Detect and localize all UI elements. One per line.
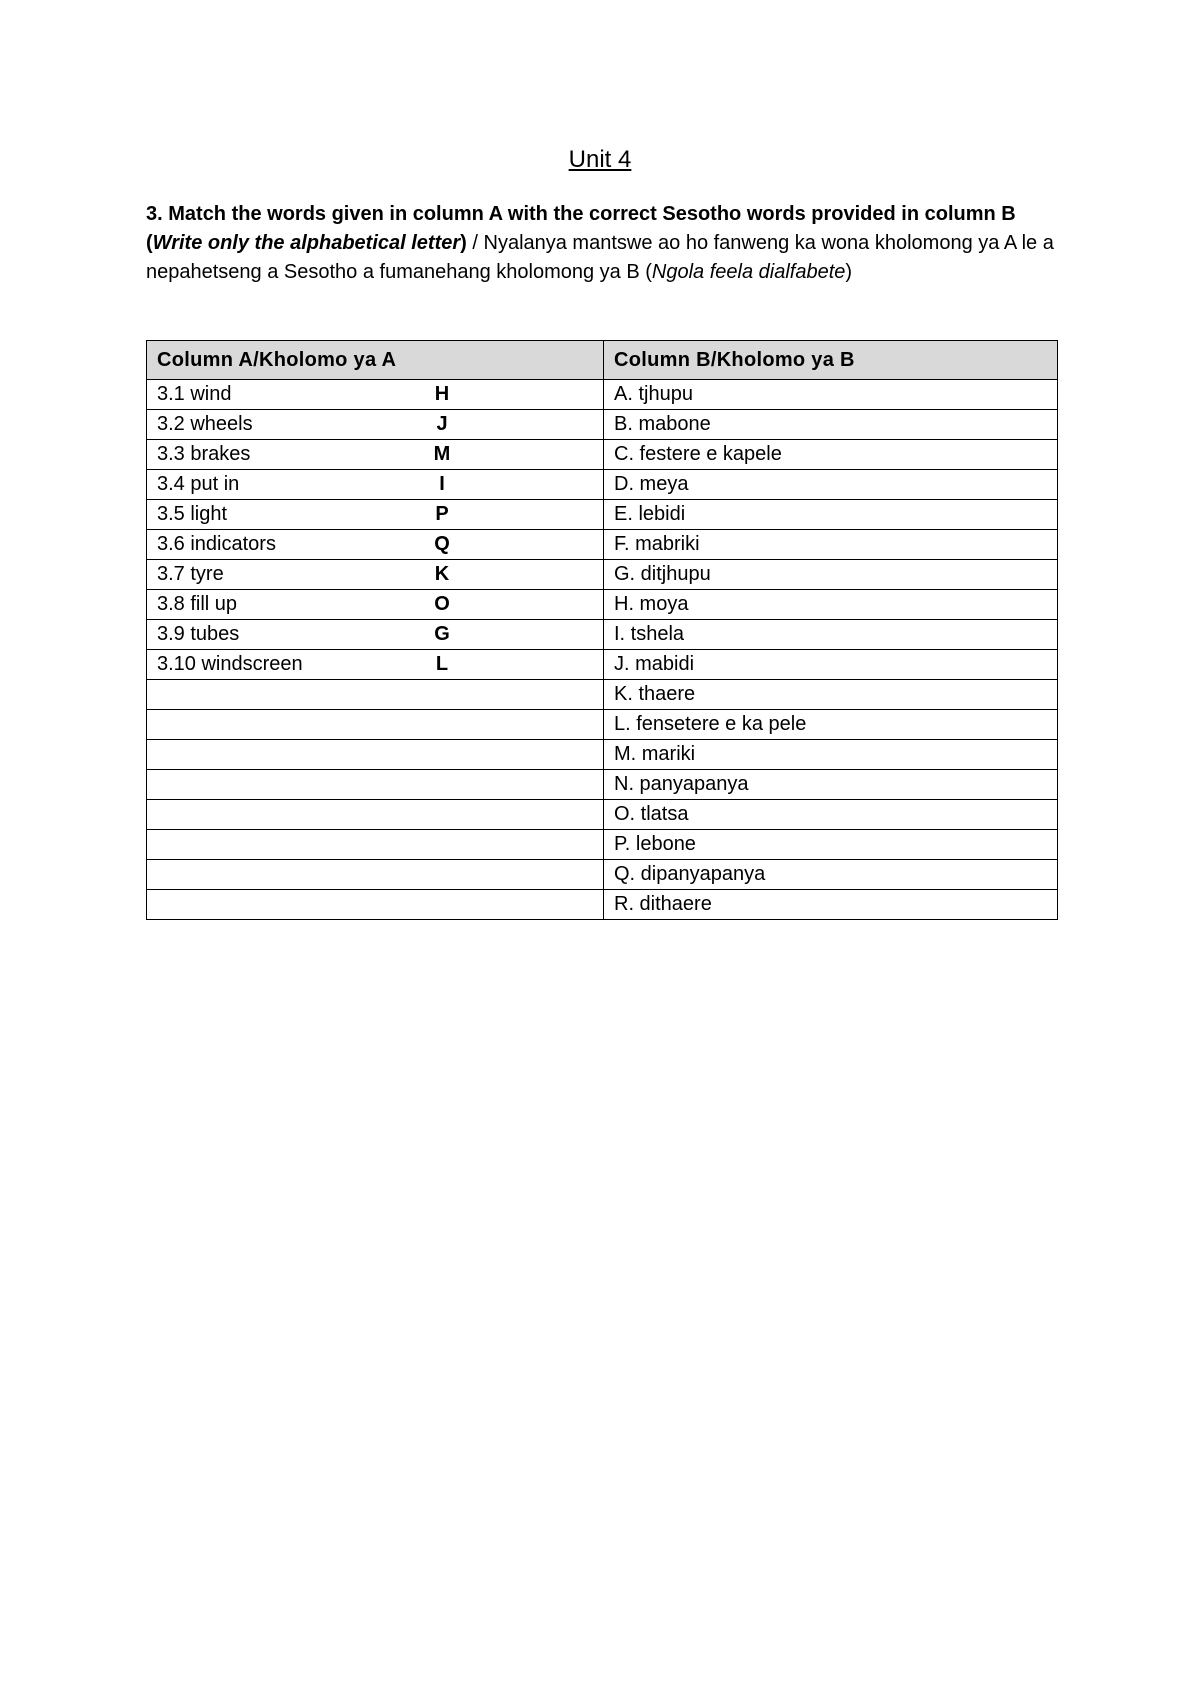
column-a-item: 3.5 light — [157, 503, 228, 525]
instruction-sesotho-close: ) — [845, 261, 853, 283]
column-b-item: K. thaere — [604, 680, 1058, 710]
table-row — [147, 410, 1058, 440]
instruction-sesotho: / Nyalanya mantswe ao ho fanweng ka wona kholomong ya A le a nepahetseng a Sesotho a fumanehang kholomong ya B ( — [146, 232, 1054, 283]
column-a-cell — [147, 380, 604, 410]
table-row — [147, 620, 1058, 650]
column-a-cell — [147, 590, 604, 620]
table-body — [147, 380, 1058, 920]
question-number: 3. — [146, 203, 163, 225]
column-b-item: L. fensetere e ka pele — [604, 710, 1058, 740]
column-a-answer: M — [433, 443, 451, 465]
table-row — [147, 650, 1058, 680]
column-a-cell — [147, 740, 604, 770]
matching-table — [146, 340, 1058, 920]
column-b-item: A. tjhupu — [604, 380, 1058, 410]
table-row — [147, 800, 1058, 830]
column-a-answer: H — [434, 383, 450, 405]
instruction-sesotho-note: Ngola feela dialfabete — [651, 261, 846, 283]
column-a-item: 3.3 brakes — [157, 443, 251, 465]
column-b-item: M. mariki — [604, 740, 1058, 770]
table-header-row — [147, 341, 1058, 380]
column-b-item: I. tshela — [604, 620, 1058, 650]
column-a-item: 3.9 tubes — [157, 623, 240, 645]
column-a-item: 3.8 fill up — [157, 593, 238, 615]
table-row — [147, 530, 1058, 560]
column-a-answer: P — [435, 503, 449, 525]
column-b-item: F. mabriki — [604, 530, 1058, 560]
instructions — [146, 200, 1066, 287]
column-b-item: H. moya — [604, 590, 1058, 620]
column-b-header: Column B/Kholomo ya B — [604, 341, 1058, 380]
column-a-item: 3.2 wheels — [157, 413, 253, 435]
column-a-cell — [147, 860, 604, 890]
table-row — [147, 440, 1058, 470]
column-a-answer: G — [434, 623, 450, 645]
column-b-item: B. mabone — [604, 410, 1058, 440]
column-b-item: G. ditjhupu — [604, 560, 1058, 590]
page-title: Unit 4 — [568, 146, 632, 173]
column-a-cell — [147, 560, 604, 590]
column-b-item: D. meya — [604, 470, 1058, 500]
column-a-cell — [147, 800, 604, 830]
column-b-item: O. tlatsa — [604, 800, 1058, 830]
column-a-cell — [147, 830, 604, 860]
column-a-answer: L — [435, 653, 449, 675]
column-a-item: 3.4 put in — [157, 473, 240, 495]
table-row — [147, 500, 1058, 530]
column-b-item: R. dithaere — [604, 890, 1058, 920]
column-a-cell — [147, 710, 604, 740]
table-row — [147, 830, 1058, 860]
table-row — [147, 470, 1058, 500]
table-row — [147, 680, 1058, 710]
column-a-cell — [147, 410, 604, 440]
column-a-cell — [147, 620, 604, 650]
column-a-cell — [147, 770, 604, 800]
instruction-english: Match the words given in column A with the correct Sesotho words provided in column B ( — [146, 203, 1016, 254]
column-b-item: J. mabidi — [604, 650, 1058, 680]
instruction-english-close: ) — [460, 232, 467, 254]
column-a-cell — [147, 500, 604, 530]
column-a-answer: I — [439, 473, 445, 495]
column-a-item: 3.6 indicators — [157, 533, 276, 555]
column-a-answer: O — [434, 593, 450, 615]
table-row — [147, 740, 1058, 770]
column-a-cell — [147, 890, 604, 920]
table-row — [147, 860, 1058, 890]
column-b-item: Q. dipanyapanya — [604, 860, 1058, 890]
column-a-cell — [147, 650, 604, 680]
table-row — [147, 710, 1058, 740]
table-row — [147, 380, 1058, 410]
column-a-answer: K — [434, 563, 450, 585]
column-a-cell — [147, 440, 604, 470]
column-b-item: N. panyapanya — [604, 770, 1058, 800]
column-b-item: E. lebidi — [604, 500, 1058, 530]
table-row — [147, 890, 1058, 920]
column-a-cell — [147, 680, 604, 710]
column-a-answer: J — [436, 413, 448, 435]
table-row — [147, 560, 1058, 590]
instruction-english-note: Write only the alphabetical letter — [152, 232, 461, 254]
column-a-cell — [147, 530, 604, 560]
column-a-item: 3.10 windscreen — [157, 653, 303, 675]
table-row — [147, 770, 1058, 800]
column-a-header: Column A/Kholomo ya A — [147, 341, 604, 380]
column-b-item: P. lebone — [604, 830, 1058, 860]
column-a-item: 3.7 tyre — [157, 563, 224, 585]
column-a-answer: Q — [434, 533, 450, 555]
column-a-cell — [147, 470, 604, 500]
column-a-item: 3.1 wind — [157, 383, 232, 405]
column-b-item: C. festere e kapele — [604, 440, 1058, 470]
table-row — [147, 590, 1058, 620]
